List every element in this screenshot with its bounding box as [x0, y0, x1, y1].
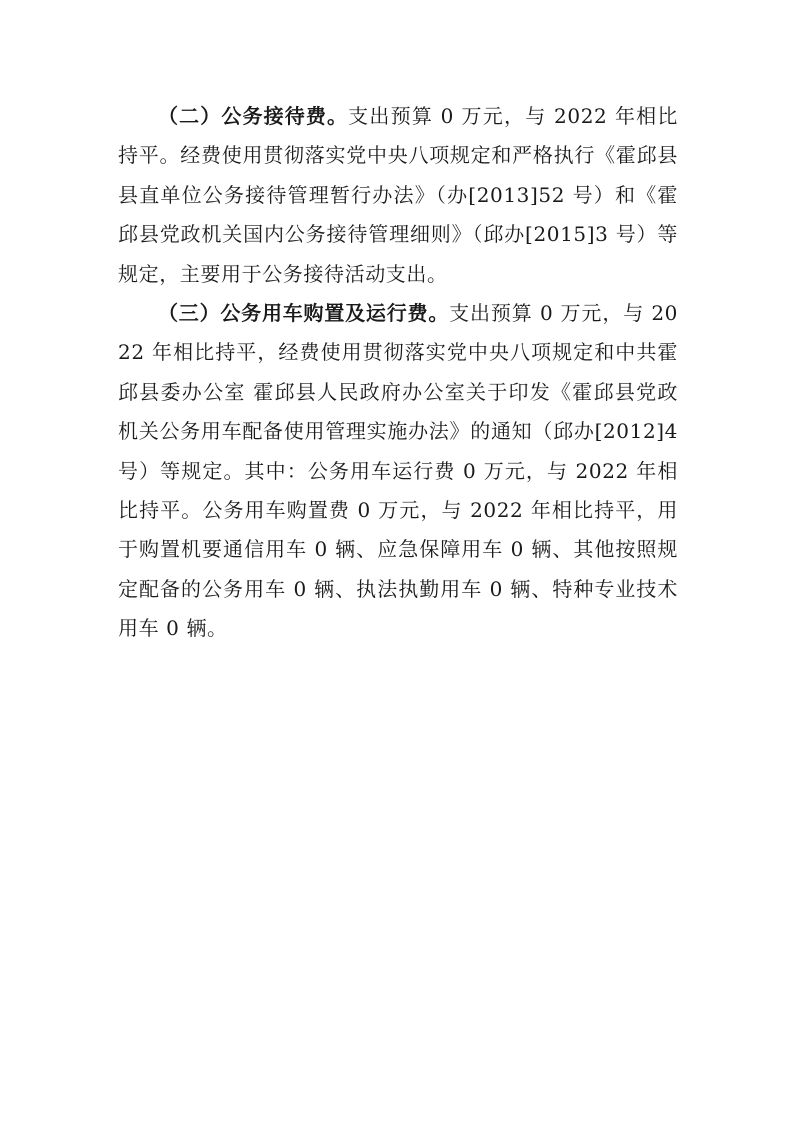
- paragraph-reception-expenses: [118, 97, 678, 294]
- section-heading-vehicles: （三）公务用车购置及运行费。: [158, 301, 450, 326]
- document-body: [118, 97, 678, 649]
- paragraph-text-vehicles: 支出预算 0 万元，与 2022 年相比持平，经费使用贯彻落实党中央八项规定和中共霍邱县委办公室 霍邱县人民政府办公室关于印发《霍邱县党政机关公务用车配备使用管理实施办法》的通知（邱办[2012]4 号）等规定。其中：公务用车运行费 0 万元，与 2022 年相比持平。公务用车购置费 0 万元，与 2022 年相比持平，用于购置机要通信用车 0 辆、应急保障用车 0 辆、其他按照规定配备的公务用车 0 辆、执法执勤用车 0 辆、特种专业技术用车 0 辆。: [118, 301, 679, 641]
- section-heading-reception: （二）公务接待费。: [158, 104, 349, 128]
- paragraph-vehicle-expenses: [118, 294, 678, 649]
- paragraph-text-reception: 支出预算 0 万元，与 2022 年相比持平。经费使用贯彻落实党中央八项规定和严格执行《霍邱县县直单位公务接待管理暂行办法》（办[2013]52 号）和《霍邱县党政机关国内公务接待管理细则》（邱办[2015]3 号）等规定，主要用于公务接待活动支出。: [118, 104, 678, 286]
